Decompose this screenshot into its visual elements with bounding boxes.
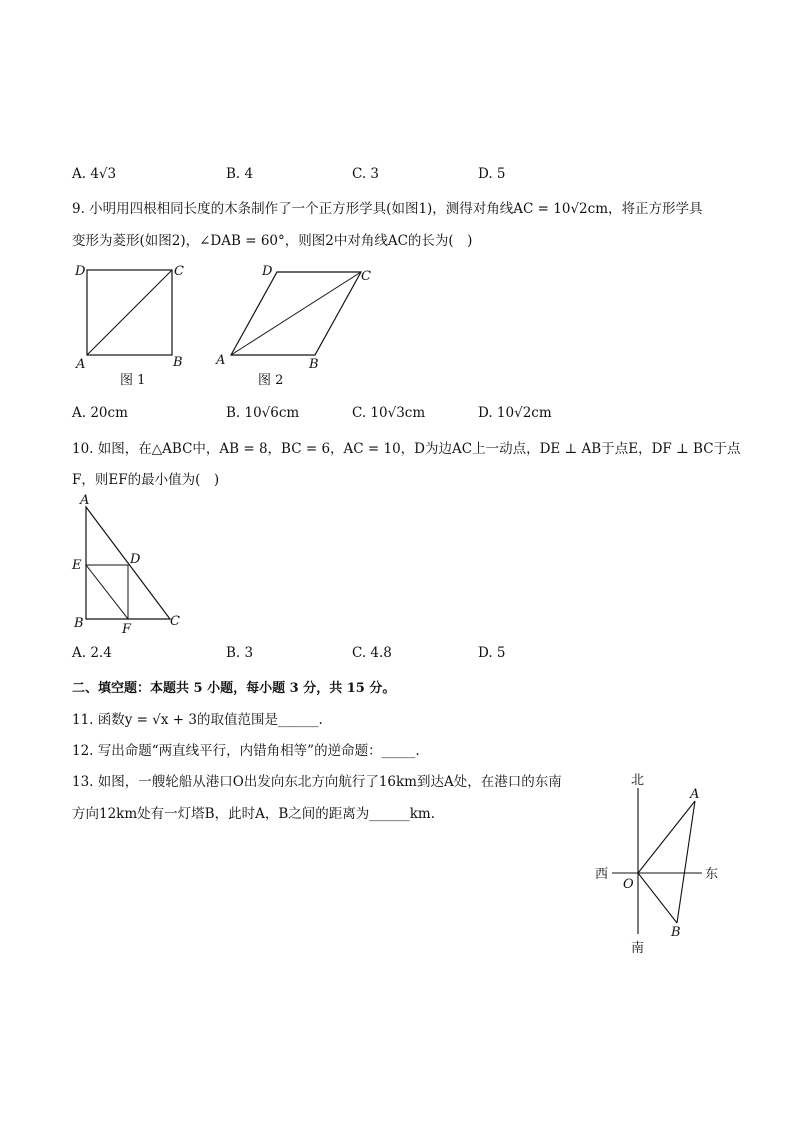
q10-label-d: D [130, 552, 141, 567]
q8-option-c: C. 3 [352, 166, 380, 182]
q10-label-e: E [72, 558, 82, 573]
q9-figure-square [70, 258, 200, 388]
fig1-label-b: B [173, 355, 183, 370]
q9-text-line1: 9. 小明用四根相同长度的木条制作了一个正方形学具(如图1)，测得对角线AC = 10√2cm，将正方形学具 [72, 201, 703, 217]
q9-option-b: B. 10√6cm [226, 405, 300, 421]
q8-option-b: B. 4 [226, 166, 254, 182]
section2-heading: 二、填空题：本题共 5 小题，每小题 3 分，共 15 分。 [72, 681, 396, 696]
q10-label-c: C [170, 614, 180, 629]
fig2-label-b: B [309, 357, 319, 372]
fig2-label-d: D [262, 264, 273, 279]
q13-label-o: O [623, 877, 634, 892]
q10-option-a: A. 2.4 [72, 645, 112, 661]
q10-label-b: B [74, 616, 84, 631]
fig2-caption: 图 2 [258, 373, 284, 388]
q13-text-line1: 13. 如图，一艘轮船从港口O出发向东北方向航行了16km到达A处，在港口的东南 [72, 774, 562, 790]
q10-text-line2: F，则EF的最小值为( ) [72, 472, 220, 488]
q10-option-d: D. 5 [478, 645, 506, 661]
fig1-label-d: D [75, 264, 86, 279]
q13-label-b: B [671, 925, 681, 940]
q10-label-f: F [122, 622, 132, 637]
q9-option-d: D. 10√2cm [478, 405, 552, 421]
fig1-label-a: A [76, 357, 86, 372]
q8-option-d: D. 5 [478, 166, 506, 182]
compass-north-label: 北 [631, 773, 645, 788]
q9-option-c: C. 10√3cm [352, 405, 426, 421]
q10-option-b: B. 3 [226, 645, 254, 661]
compass-west-label: 西 [595, 867, 609, 882]
q13-label-a: A [690, 787, 700, 802]
q9-text-line2: 变形为菱形(如图2)，∠DAB = 60°，则图2中对角线AC的长为( ) [72, 233, 473, 249]
q12-text: 12. 写出命题“两直线平行，内错角相等”的逆命题：_____. [72, 743, 420, 759]
q10-figure-triangle [70, 493, 200, 638]
q8-option-a: A. 4√3 [72, 166, 117, 182]
q10-option-c: C. 4.8 [352, 645, 392, 661]
q10-label-a: A [80, 493, 90, 508]
fig2-label-c: C [361, 269, 371, 284]
fig1-caption: 图 1 [120, 373, 146, 388]
compass-south-label: 南 [631, 941, 645, 956]
q13-text-line2: 方向12km处有一灯塔B，此时A，B之间的距离为______km. [72, 806, 436, 822]
fig1-label-c: C [174, 264, 184, 279]
compass-east-label: 东 [705, 867, 719, 882]
q10-text-line1: 10. 如图，在△ABC中，AB = 8，BC = 6，AC = 10，D为边AC上一动点，DE ⊥ AB于点E，DF ⊥ BC于点 [72, 441, 741, 457]
q9-figure-rhombus [210, 258, 380, 388]
fig2-label-a: A [216, 353, 226, 368]
q11-text: 11. 函数y = √x + 3的取值范围是______. [72, 712, 323, 728]
q13-figure-compass [590, 766, 725, 958]
q9-option-a: A. 20cm [72, 405, 128, 421]
